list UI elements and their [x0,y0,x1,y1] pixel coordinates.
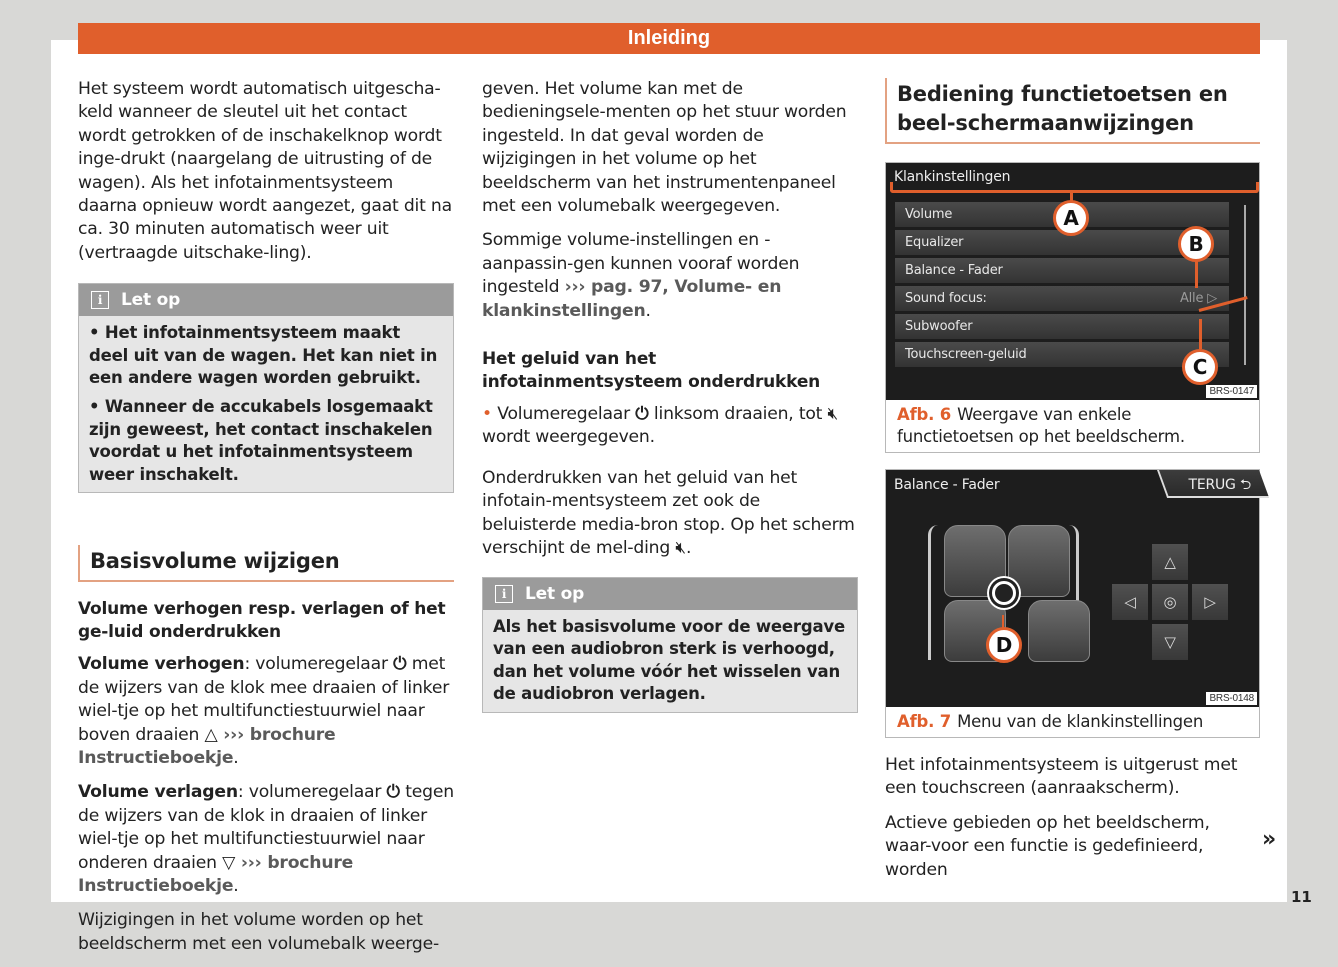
figure-code: BRS-0147 [1206,385,1257,398]
mute-icon: 🔇︎ [675,538,686,559]
knob-icon: ⏻ [386,782,400,803]
raise-volume-paragraph [78,653,454,770]
text: Onderdrukken van het geluid van het infotain-mentsysteem zet ook de beluisterde media-bron stop. Op het scherm verschijnt de mel-ding [482,467,855,559]
continued-paragraph: geven. Het volume kan met de bedieningsele-menten op het stuur worden ingesteld. In dat geval worden de wijzigingen in het volume op het beeldscherm van het instrumentenpaneel met een volumebalk weergegeven. [482,79,847,217]
text: : volumeregelaar [237,782,387,803]
reference-link[interactable]: brochure Instructieboekje [78,724,336,769]
callout-b: B [1178,226,1214,262]
menu-label: Volume [905,207,953,222]
note-box-1 [78,283,454,493]
note-title: Let op [525,583,585,604]
text: . [233,748,239,769]
changes-paragraph: Wijzigingen in het volume worden op het beeldscherm met een volumebalk weerge- [78,910,439,954]
center-button[interactable]: ◎ [1152,584,1188,620]
info-icon: i [495,585,513,603]
column-1 [78,78,454,967]
bullet-icon: • [482,404,492,425]
balance-left-button[interactable]: ◁ [1112,584,1148,620]
mute-paragraph [482,467,858,561]
page-number: 11 [1291,888,1312,906]
text: Volumeregelaar [491,404,636,425]
text: . [686,538,692,559]
screen-title: Klankinstellingen [894,169,1011,185]
fader-down-button[interactable]: ▽ [1152,624,1188,660]
menu-value: Alle ▷ [1179,291,1217,306]
callout-d: D [986,627,1022,663]
menu-label: Sound focus: [905,291,987,306]
figure-number: Afb. 6 [897,405,952,424]
figure-6 [885,162,1260,453]
knob-icon: ⏻ [635,404,649,425]
seat-front-right [1008,525,1070,597]
note-title: Let op [121,290,181,311]
page-reference-link[interactable]: pag. 97, Volume- en klankinstellingen [482,277,782,321]
klankinstellingen-screen [886,163,1259,400]
presets-paragraph [482,229,858,323]
text: . [645,300,651,321]
figure-code: BRS-0148 [1206,692,1257,705]
back-label[interactable] [1188,474,1251,497]
callout-c: C [1182,349,1218,385]
menu-item-sound-focus[interactable] [895,286,1229,311]
column-3 [885,78,1260,893]
raise-label: Volume verhogen [78,654,245,675]
text: : volumeregelaar [244,654,394,675]
back-arrow-icon: ⮌ [1239,477,1251,493]
text: linksom draaien, tot [648,404,828,425]
reference-link[interactable]: brochure Instructieboekje [78,852,354,897]
scrollbar[interactable] [1244,205,1246,365]
note-item: • Het infotainmentsysteem maakt deel uit van de wagen. Het kan niet in een andere wagen worden gebruikt. [89,323,438,388]
subhead-volume: Volume verhogen resp. verlagen of het ge-luid onderdrukken [78,599,446,643]
back-text: TERUG [1188,477,1236,493]
figure-number: Afb. 7 [897,712,952,731]
text: wordt weergegeven. [482,427,655,448]
leader-line-c [1199,319,1202,349]
info-icon: i [91,291,109,309]
balance-right-button[interactable]: ▷ [1192,584,1228,620]
menu-item-balance-fader[interactable] [895,258,1229,283]
text: met de wijzers van de klok mee draaien of linker wiel-tje op het multifunctiestuurwiel naar boven draaien [78,654,450,745]
touchscreen-paragraph: Het infotainmentsysteem is uitgerust met een touchscreen (aanraakscherm). [885,755,1238,799]
menu-label: Touchscreen-geluid [905,347,1027,362]
figure-7 [885,469,1260,738]
seat-rear-right [1028,600,1090,662]
menu-item-touchscreen-geluid[interactable] [895,342,1229,367]
text: . [233,876,239,897]
note-box-2 [482,577,858,713]
menu-label: Equalizer [905,235,964,250]
lower-label: Volume verlagen [78,782,238,803]
active-areas-paragraph: Actieve gebieden op het beeldscherm, waar-voor een functie is gedefinieerd, worden [885,812,1210,880]
intro-paragraph: Het systeem wordt automatisch uitgescha-keld wanneer de sleutel uit het contact wordt getrokken of de inschakelknop wordt inge-drukt (naargelang de uitrusting of de wagen). Als het infotainmentsysteem daarna opnieuw wordt aangezet, gaat dit na ca. 30 minuten automatisch weer uit (vertraagde uitschake-ling). [78,79,452,263]
arrow-up-icon: △ [204,724,218,745]
ref-marker-icon: ››› [217,724,250,745]
fader-up-button[interactable]: △ [1152,544,1188,580]
balance-fader-screen [886,470,1259,707]
arrow-down-icon: ▽ [222,852,236,873]
section-title-basisvolume: Basisvolume wijzigen [78,545,454,582]
screen-title: Balance - Fader [894,477,1000,493]
section-title-bediening: Bediening functietoetsen en beel-schermaanwijzingen [885,78,1260,144]
lower-volume-paragraph [78,781,454,898]
callout-a: A [1053,200,1089,236]
balance-target-icon[interactable] [992,581,1016,605]
mute-bullet [482,403,858,450]
menu-label: Balance - Fader [905,263,1003,278]
note-body [79,316,453,492]
figure-6-caption [886,400,1259,452]
caption-text: Weergave van enkele functietoetsen op het beeldscherm. [897,405,1185,446]
menu-label: Subwoofer [905,319,973,334]
text: tegen de wijzers van de klok in draaien of linker wiel-tje op het multifunctiestuurwiel naar onderen draaien [78,782,454,873]
note-item: • Wanneer de accukabels losgemaakt zijn geweest, het contact inschakelen voordat u het infotainmentsysteem weer inschakelt. [89,397,433,484]
caption-text: Menu van de klankinstellingen [957,712,1204,731]
figure-7-caption [886,707,1259,737]
ref-marker-icon: ››› [235,852,268,873]
menu-item-subwoofer[interactable] [895,314,1229,339]
note-header [483,578,857,610]
column-2 [482,78,858,713]
knob-icon: ⏻ [393,654,407,675]
note-body: Als het basisvolume voor de weergave van een audiobron sterk is verhoogd, dan het volume vóór het wisselen van de audiobron verlagen. [493,616,845,704]
mute-icon: 🔇︎ [827,404,839,425]
subhead-mute: Het geluid van het infotainmentsysteem onderdrukken [482,349,821,393]
chapter-header: Inleiding [78,23,1260,54]
text: Sommige volume-instellingen en -aanpassin-gen kunnen vooraf worden ingesteld [482,230,800,298]
continue-marker-icon: » [1262,827,1277,852]
bracket-a [890,182,1259,193]
ref-marker-icon: ››› [564,277,586,298]
note-header [79,284,453,316]
